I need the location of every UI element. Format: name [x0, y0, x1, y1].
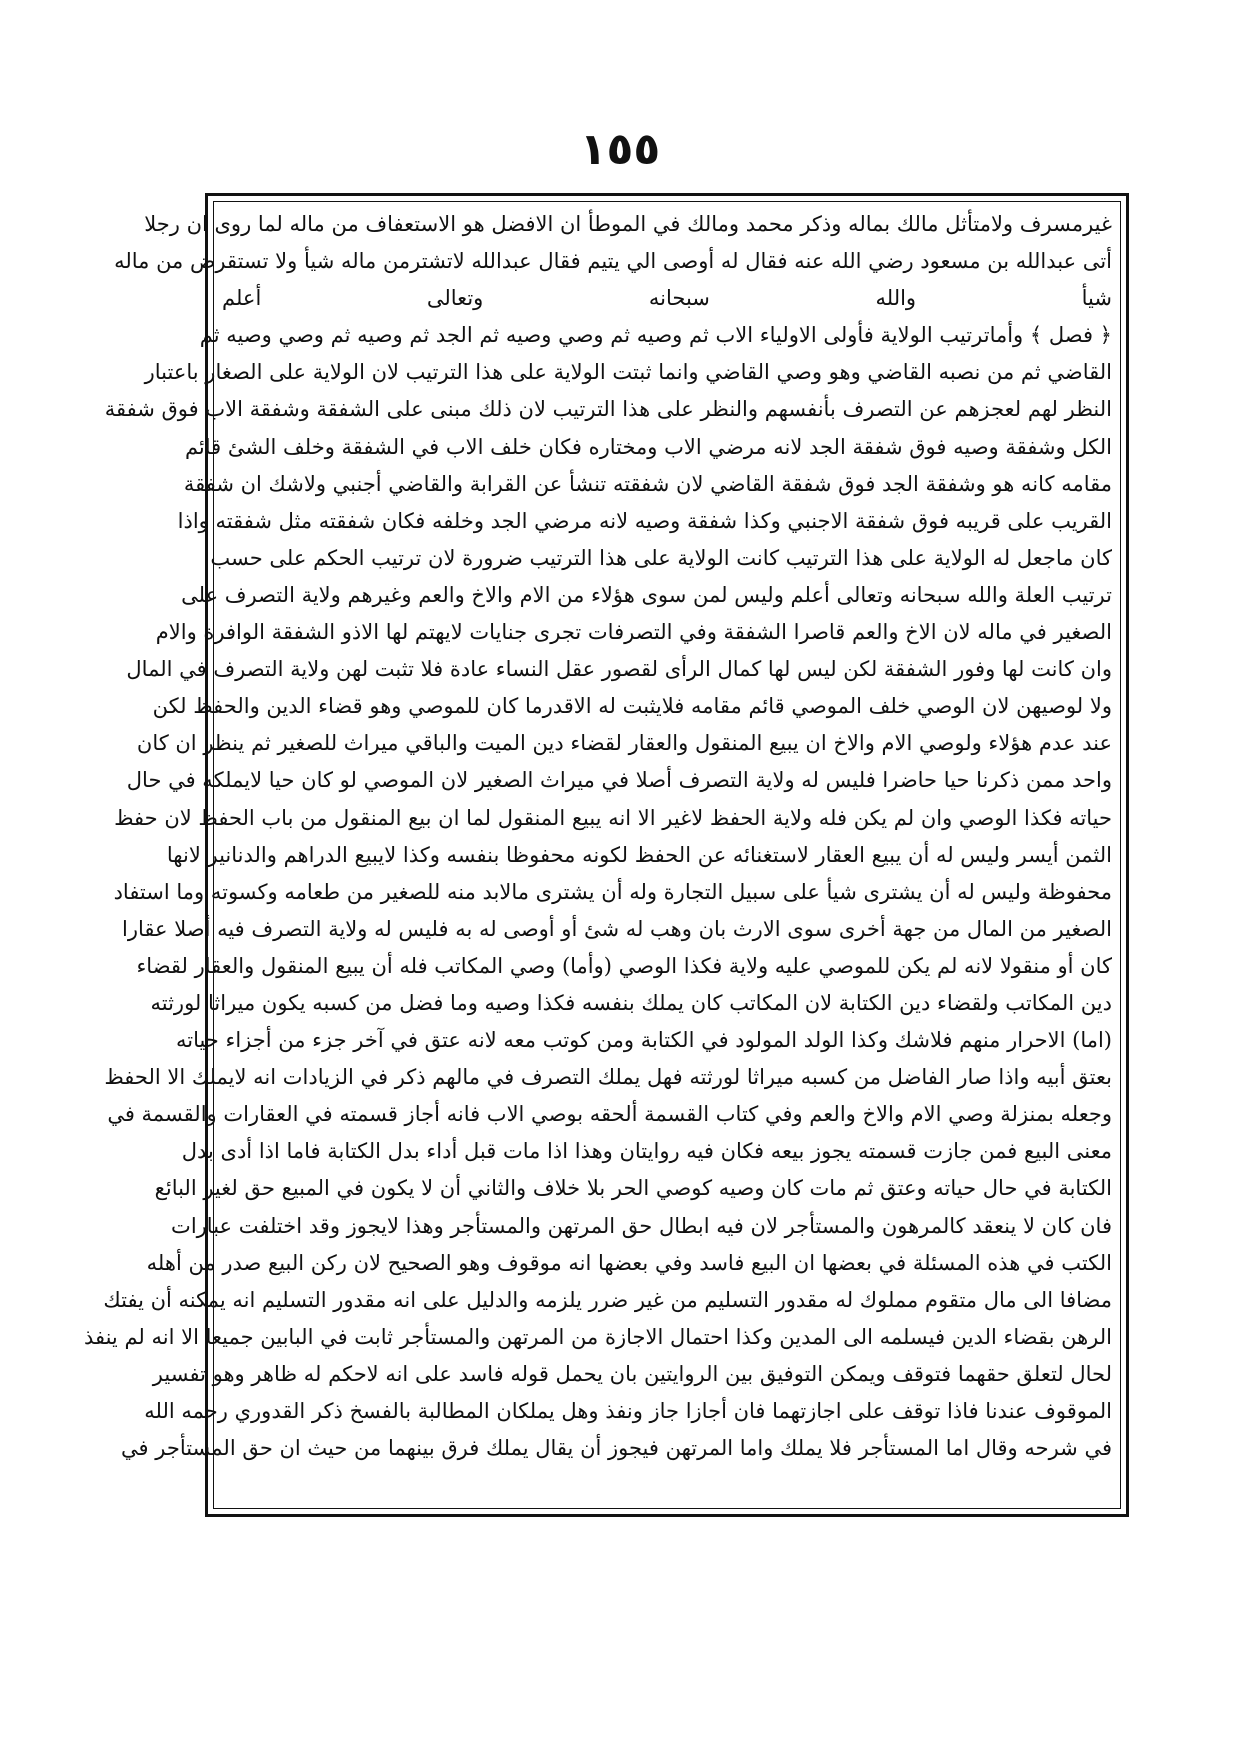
text-line: شيأ والله سبحانه وتعالى أعلم — [222, 286, 1112, 311]
text-line: الموقوف عندنا فاذا توقف على اجازتهما فان أجازا جاز ونفذ وهل يملكان المطالبة بالفسخ ذكر القدوري رحمه الله — [144, 1399, 1112, 1423]
text-line: وان كانت لها وفور الشفقة لكن ليس لها كمال الرأى لقصور عقل النساء عادة فلا تثبت لهن ولاية التصرف في المال — [126, 657, 1112, 682]
text-line: غيرمسرف ولامتأثل مالك بماله وذكر محمد ومالك في الموطأ ان الافضل هو الاستعفاف من ماله لما روى ان رجلا — [144, 212, 1112, 236]
text-line: ولا لوصيهن لان الوصي خلف الموصي قائم مقامه فلايثبت له الاقدرما كان للموصي وهو قضاء الدين والحفظ لكن — [152, 694, 1112, 719]
text-line: دين المكاتب ولقضاء دين الكتابة لان المكاتب كان يملك بنفسه فكذا وصيه وما فضل من كسبه يكون ميراثا لورثته — [150, 990, 1112, 1015]
text-line: في شرحه وقال اما المستأجر فلا يملك واما المرتهن فيجوز أن يقال يملك فرق بينهما من حيث ان حق المستأجر في — [121, 1436, 1112, 1461]
text-line: النظر لهم لعجزهم عن التصرف بأنفسهم والنظر على هذا الترتيب لان ذلك مبنى على الشفقة وشفقة الاب فوق شفقة — [104, 397, 1112, 422]
text-line: القاضي ثم من نصبه القاضي وهو وصي القاضي وانما ثبتت الولاية على هذا الترتيب لان الولاية على الصغار باعتبار — [144, 360, 1112, 385]
text-line: الصغير من المال من جهة أخرى سوى الارث بان وهب له شئ أو أوصى له به فليس له ولاية التصرف فيه أصلا عقارا — [122, 916, 1112, 941]
text-line: عند عدم هؤلاء ولوصي الام والاخ ان يبيع المنقول والعقار لقضاء دين الميت والباقي ميراث للصغير ثم ينظر ان كان — [136, 731, 1112, 756]
page-number: ١٥٥ — [579, 124, 661, 175]
text-line: الكتب في هذه المسئلة في بعضها ان البيع فاسد وفي بعضها انه موقوف وهو الصحيح لان ركن البيع صدر من أهله — [146, 1250, 1112, 1275]
text-line: فان كان لا ينعقد كالمرهون والمستأجر لان فيه ابطال حق المرتهن والمستأجر وهذا لايجوز وقد اختلفت عبارات — [171, 1213, 1112, 1238]
text-line: الكتابة في حال حياته وعتق ثم مات كان وصيه كوصي الحر بلا خلاف والثاني أن لا يكون في المبيع حق لغير البائع — [154, 1176, 1112, 1201]
text-line: مضافا الى مال متقوم مملوك له مقدور التسليم من غير ضرر يلزمه والدليل على انه مقدور التسليم انه يمكنه أن يفتك — [103, 1287, 1112, 1312]
text-line: الثمن أيسر وليس له أن يبيع العقار لاستغنائه عن الحفظ لكونه محفوظا بنفسه وكذا لايبيع الدراهم والدنانير لانها — [166, 842, 1112, 867]
text-line: معنى البيع فمن جازت قسمته يجوز بيعه فكان فيه روايتان وهذا اذا مات قبل أداء بدل الكتابة فاما اذا أدى بدل — [181, 1139, 1112, 1164]
text-line: كان أو منقولا لانه لم يكن للموصي عليه ولاية فكذا الوصي (وأما) وصي المكاتب فله أن يبيع المنقول والعقار لقضاء — [136, 953, 1112, 978]
text-line: ﴿ فصل ﴾ وأماترتيب الولاية فأولى الاولياء الاب ثم وصيه ثم وصي وصيه ثم الجد ثم وصيه ثم وصي وصيه ثم — [199, 323, 1112, 348]
text-line: محفوظة وليس له أن يشترى شيأ على سبيل التجارة وله أن يشترى مالابد منه للصغير من طعامه وكسوته وما استفاد — [113, 879, 1112, 904]
text-block — [83, 206, 1112, 1506]
text-line: القريب على قريبه فوق شفقة الاجنبي وكذا شفقة وصيه لانه مرضي الجد وخلفه فكان شفقته مثل شفقته واذا — [177, 508, 1112, 533]
text-line: الرهن بقضاء الدين فيسلمه الى المدين وكذا احتمال الاجازة من المرتهن والمستأجر ثابت في البابين جميعا الا انه لم ينفذ — [83, 1324, 1112, 1349]
text-line: مقامه كانه هو وشفقة الجد فوق شفقة القاضي لان شفقته تنشأ عن القرابة والقاضي أجنبي ولاشك ان شفقة — [183, 471, 1112, 496]
text-line: حياته فكذا الوصي وان لم يكن فله ولاية الحفظ لاغير الا انه يبيع المنقول لما ان بيع المنقول من باب الحفظ لان حفظ — [114, 805, 1112, 830]
text-line: وجعله بمنزلة وصي الام والاخ والعم وفي كتاب القسمة ألحقه بوصي الاب فانه أجاز قسمته في العقارات والقسمة في — [107, 1102, 1112, 1127]
text-line: كان ماجعل له الولاية على هذا الترتيب كانت الولاية على هذا الترتيب ضرورة لان ترتيب الحكم على حسب — [210, 545, 1112, 570]
text-line: (اما) الاحرار منهم فلاشك وكذا الولد المولود في الكتابة ومن كوتب معه لانه عتق في آخر جزء من أجزاء حياته — [175, 1028, 1112, 1053]
text-line: الكل وشفقة وصيه فوق شفقة الجد لانه مرضي الاب ومختاره فكان خلف الاب في الشفقة وخلف الشئ قائم — [184, 434, 1112, 459]
text-line: أتى عبدالله بن مسعود رضي الله عنه فقال له أوصى الي يتيم فقال عبدالله لاتشترمن ماله شيأ ولا تستقرض من ماله — [114, 249, 1112, 274]
text-line: الصغير في ماله لان الاخ والعم قاصرا الشفقة وفي التصرفات تجرى جنايات لايهتم لها الاذو الشفقة الوافرة والام — [155, 620, 1112, 645]
text-line: واحد ممن ذكرنا حيا حاضرا فليس له ولاية التصرف أصلا في ميراث الصغير لان الموصي لو كان حيا لايملكه في حال — [126, 768, 1112, 793]
text-line: ترتيب العلة والله سبحانه وتعالى أعلم وليس لمن سوى هؤلاء من الام والاخ والعم وغيرهم ولاية التصرف على — [181, 582, 1112, 607]
text-line: لحال لتعلق حقهما فتوقف ويمكن التوفيق بين الروايتين بان يحمل قوله فاسد على انه لاحكم له ظاهر وهو تفسير — [152, 1361, 1112, 1386]
text-line: بعتق أبيه واذا صار الفاضل من كسبه ميراثا لورثته فهل يملك التصرف في مالهم ذكر في الزيادات انه لايملك الا الحفظ — [104, 1065, 1112, 1090]
